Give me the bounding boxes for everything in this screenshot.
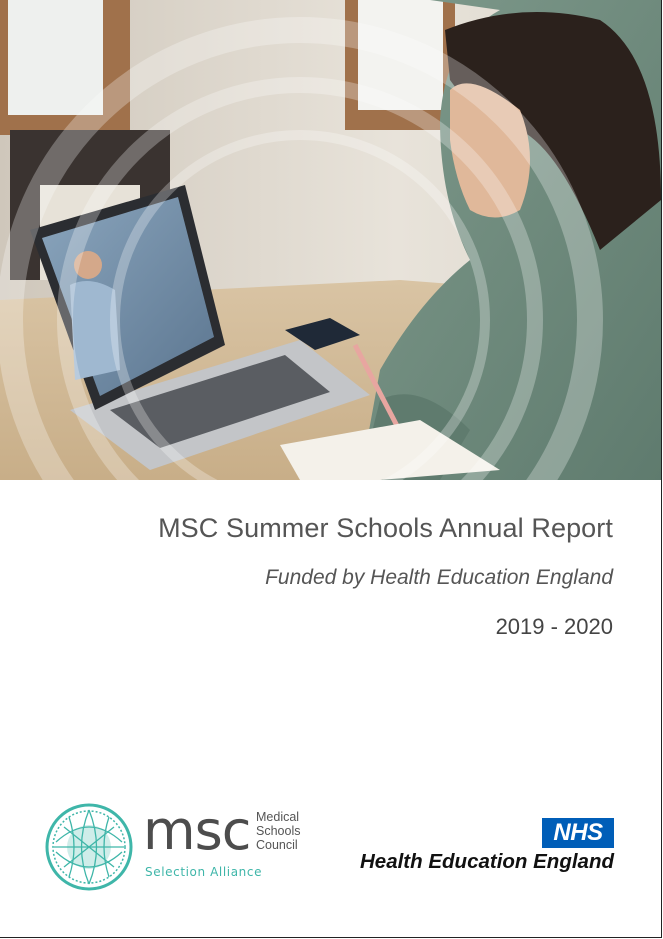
msc-side-text — [256, 810, 300, 852]
msc-logo — [44, 799, 314, 892]
report-subtitle: Funded by Health Education England — [265, 566, 613, 589]
msc-emblem-icon — [44, 802, 134, 892]
msc-side-line: Medical — [256, 810, 300, 824]
msc-tagline: Selection Alliance — [145, 865, 263, 879]
report-title: MSC Summer Schools Annual Report — [158, 513, 613, 543]
msc-wordmark: msc — [143, 799, 251, 862]
nhs-hee-logo — [324, 818, 614, 878]
msc-side-line: Schools — [256, 824, 301, 838]
hee-name: Health Education England — [360, 850, 614, 873]
msc-side-line: Council — [256, 838, 298, 852]
report-years: 2019 - 2020 — [495, 614, 613, 639]
nhs-badge: NHS — [542, 818, 614, 848]
